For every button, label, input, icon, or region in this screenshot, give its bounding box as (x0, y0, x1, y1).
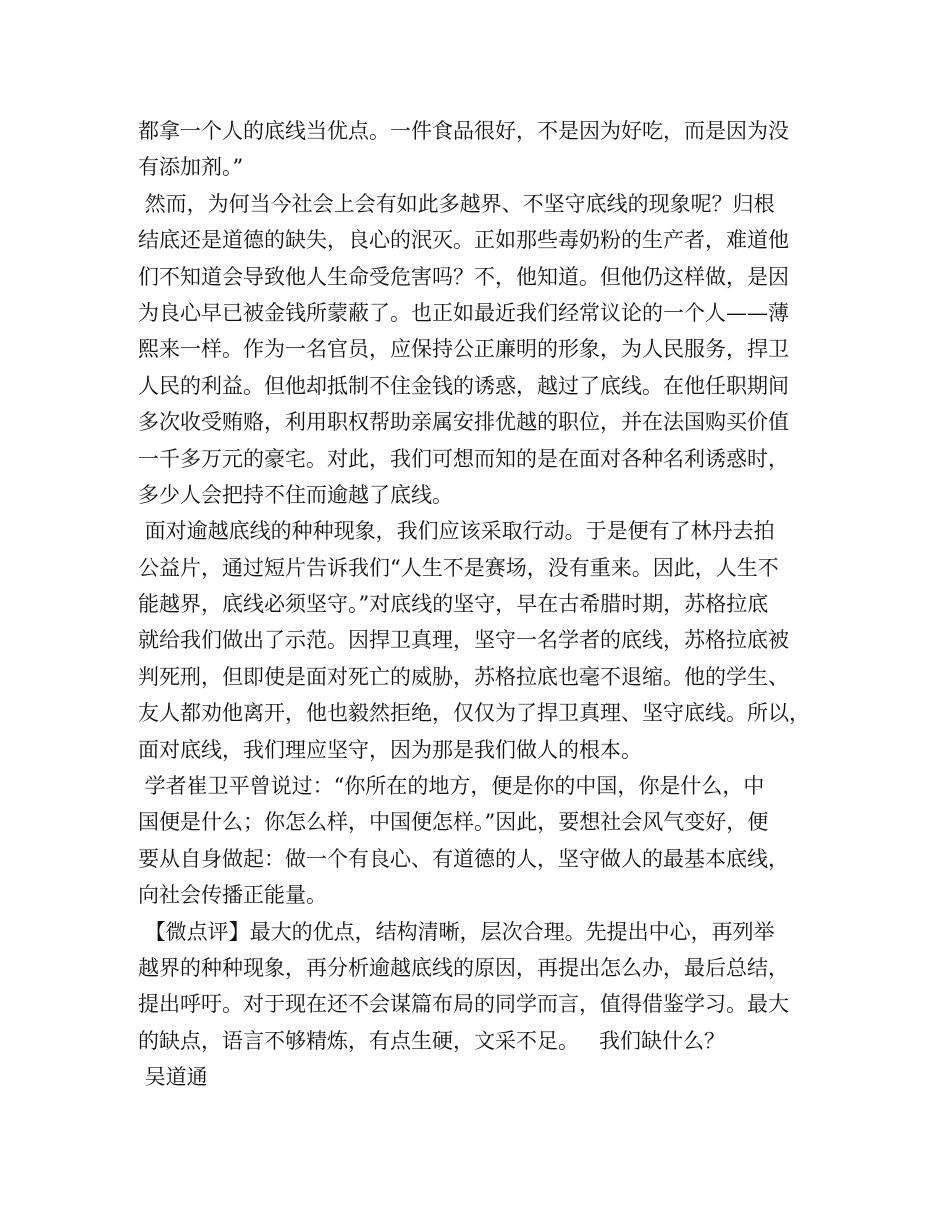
text-line: 越界的种种现象，再分析逾越底线的原因，再提出怎么办，最后总结， (138, 955, 789, 980)
text-line: 结底还是道德的缺失，良心的泯灭。正如那些毒奶粉的生产者，难道他 (138, 228, 789, 253)
text-line: 向社会传播正能量。 (138, 883, 327, 908)
text-line: 面对底线，我们理应坚守，因为那是我们做人的根本。 (138, 737, 642, 762)
text-line: 一千多万元的豪宅。对此，我们可想而知的是在面对各种名利诱惑时， (138, 446, 789, 471)
text-line: 多少人会把持不住而逾越了底线。 (138, 482, 453, 507)
text-line: 能越界，底线必须坚守。”对底线的坚守，早在古希腊时期，苏格拉底 (138, 592, 769, 617)
text-line: 【微点评】最大的优点，结构清晰，层次合理。先提出中心，再列举 (138, 919, 775, 944)
text-line: 公益片，通过短片告诉我们“人生不是赛场，没有重来。因此，人生不 (138, 555, 779, 580)
text-line: 人民的利益。但他却抵制不住金钱的诱惑，越过了底线。在他任职期间 (138, 373, 789, 398)
text-line: 要从自身做起：做一个有良心、有道德的人，坚守做人的最基本底线， (138, 846, 789, 871)
text-line: 有添加剂。” (138, 155, 244, 180)
text-line: 提出呼吁。对于现在还不会谋篇布局的同学而言，值得借鉴学习。最大 (138, 992, 789, 1017)
author-line: 吴道通 (138, 1065, 208, 1090)
text-line: 都拿一个人的底线当优点。一件食品很好，不是因为好吃，而是因为没 (138, 119, 789, 143)
text-line: 友人都劝他离开，他也毅然拒绝，仅仅为了捍卫真理、坚守底线。所以， (138, 701, 810, 726)
document-body (138, 113, 828, 1096)
text-line: 为良心早已被金钱所蒙蔽了。也正如最近我们经常议论的一个人——薄 (138, 300, 789, 325)
text-line: 多次收受贿赂，利用职权帮助亲属安排优越的职位，并在法国购买价值 (138, 410, 789, 435)
text-line: 就给我们做出了示范。因捍卫真理，坚守一名学者的底线，苏格拉底被 (138, 628, 789, 653)
text-line: 熙来一样。作为一名官员，应保持公正廉明的形象，为人民服务，捍卫 (138, 337, 789, 362)
text-line: 判死刑，但即使是面对死亡的威胁，苏格拉底也毫不退缩。他的学生、 (138, 664, 789, 689)
text-line: 然而，为何当今社会上会有如此多越界、不坚守底线的现象呢？归根 (138, 191, 775, 216)
text-line: 学者崔卫平曾说过：“你所在的地方，便是你的中国，你是什么，中 (138, 774, 765, 799)
text-line: 面对逾越底线的种种现象，我们应该采取行动。于是便有了林丹去拍 (138, 519, 775, 544)
text-line: 的缺点，语言不够精炼，有点生硬，文采不足。 我们缺什么？ (138, 1028, 726, 1053)
text-line: 们不知道会导致他人生命受危害吗？不，他知道。但他仍这样做，是因 (138, 264, 789, 289)
text-line: 国便是什么；你怎么样，中国便怎样。”因此，要想社会风气变好，便 (138, 810, 769, 835)
